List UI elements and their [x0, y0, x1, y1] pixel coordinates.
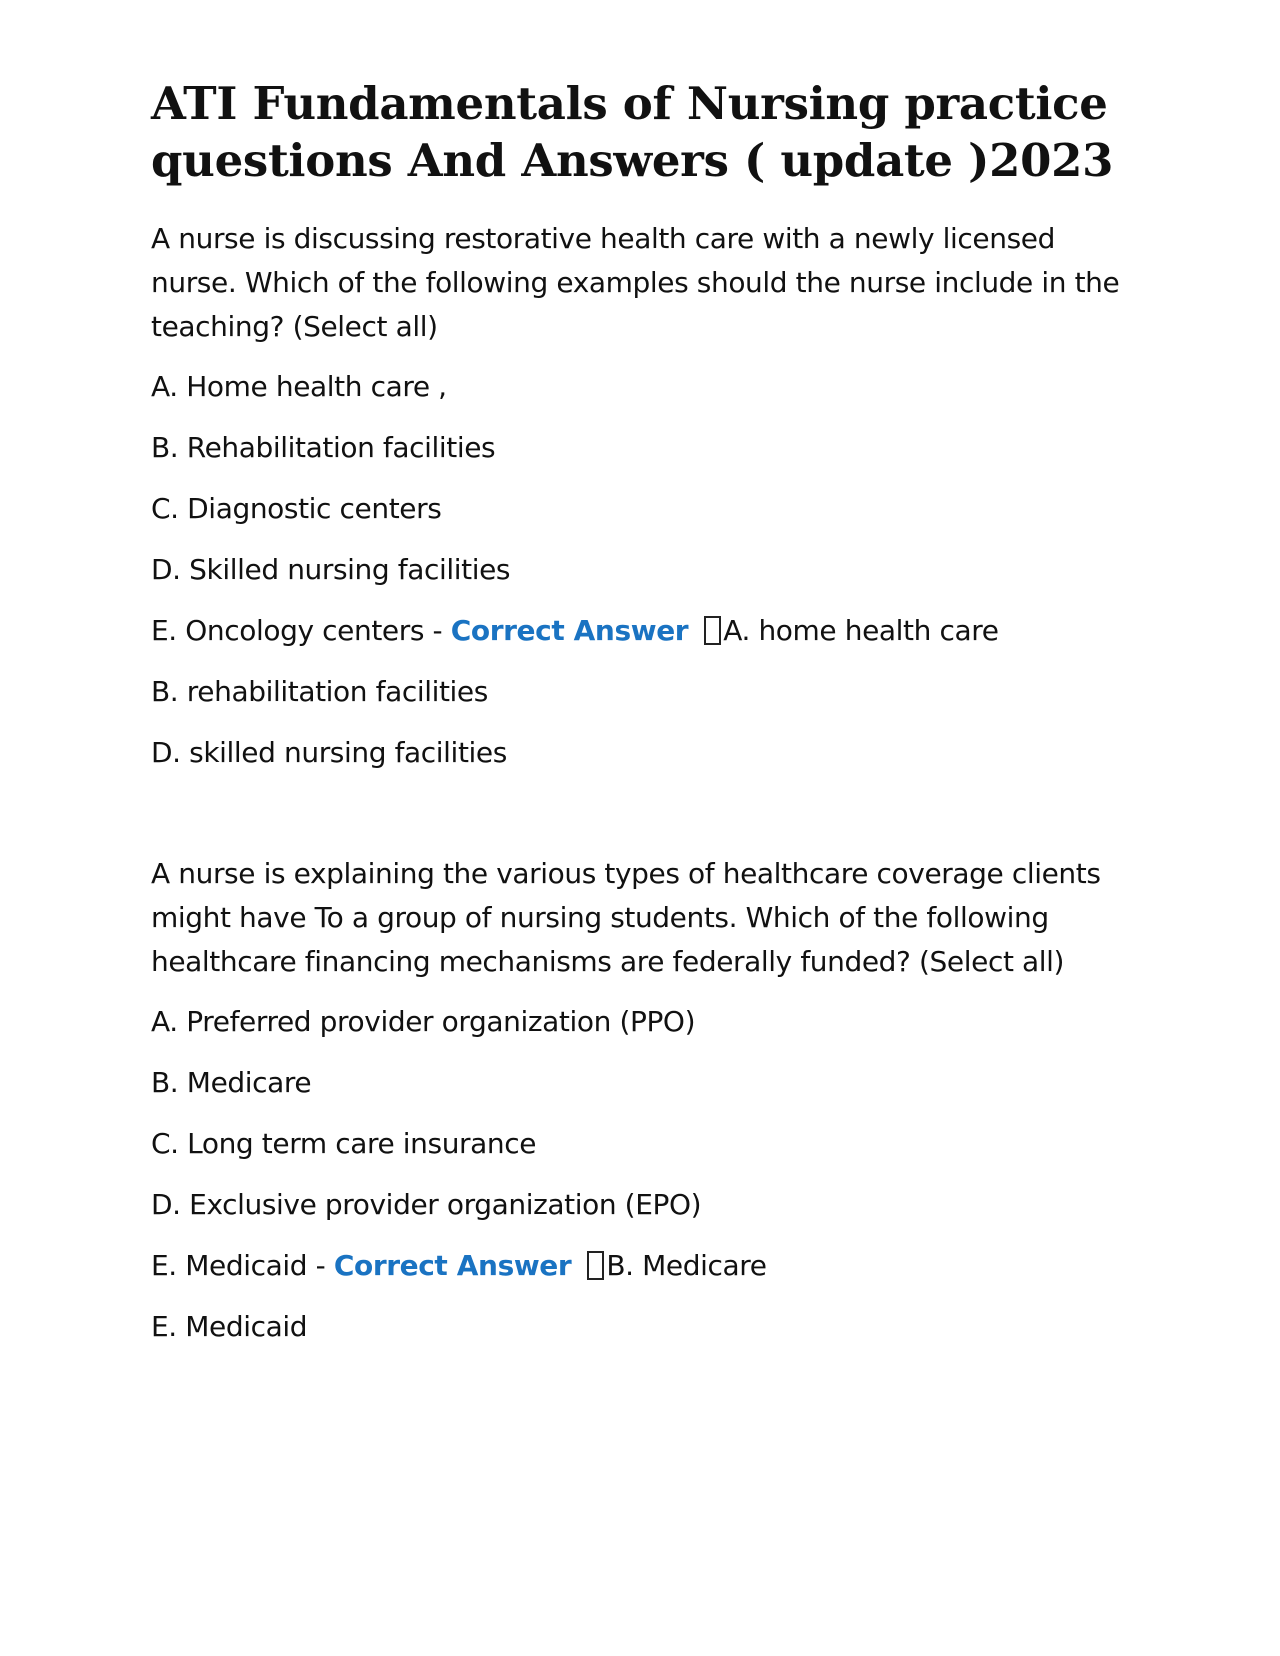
correct-answer-label: Correct Answer [450, 614, 689, 647]
option-e: E. Oncology centers - [151, 614, 451, 647]
answer-line: E. Medicaid [151, 1310, 308, 1343]
option-e-with-answer [151, 609, 1141, 653]
question-2 [151, 852, 1141, 1349]
document-page [151, 75, 1141, 1366]
question-1 [151, 217, 1141, 775]
answer-line: D. skilled nursing facilities [151, 736, 507, 769]
spacer [151, 792, 1141, 852]
answer-first: A. home health care [723, 614, 999, 647]
option-c: C. Long term care insurance [151, 1127, 537, 1160]
option-c: C. Diagnostic centers [151, 492, 442, 525]
option-d: D. Exclusive provider organization (EPO) [151, 1188, 702, 1221]
correct-answer-label: Correct Answer [333, 1249, 572, 1282]
question-stem: A nurse is explaining the various types of healthcare coverage clients might have To a group of nursing students. Which of the following healthcare financing mechanisms are federally funded? (Select all) [151, 857, 1101, 978]
option-b: B. Medicare [151, 1066, 312, 1099]
missing-glyph-box-icon [587, 1251, 604, 1280]
option-e-with-answer [151, 1244, 1141, 1288]
question-stem: A nurse is discussing restorative health care with a newly licensed nurse. Which of the following examples should the nurse include in the teaching? (Select all) [151, 222, 1120, 343]
document-title: ATI Fundamentals of Nursing practice questions And Answers ( update )2023 [151, 77, 1114, 187]
option-a: A. Preferred provider organization (PPO) [151, 1005, 696, 1038]
option-d: D. Skilled nursing facilities [151, 553, 511, 586]
missing-glyph-box-icon [704, 616, 721, 645]
answer-first: B. Medicare [606, 1249, 767, 1282]
option-b: B. Rehabilitation facilities [151, 431, 496, 464]
option-e: E. Medicaid - [151, 1249, 334, 1282]
answer-line: B. rehabilitation facilities [151, 675, 488, 708]
option-a: A. Home health care , [151, 370, 447, 403]
